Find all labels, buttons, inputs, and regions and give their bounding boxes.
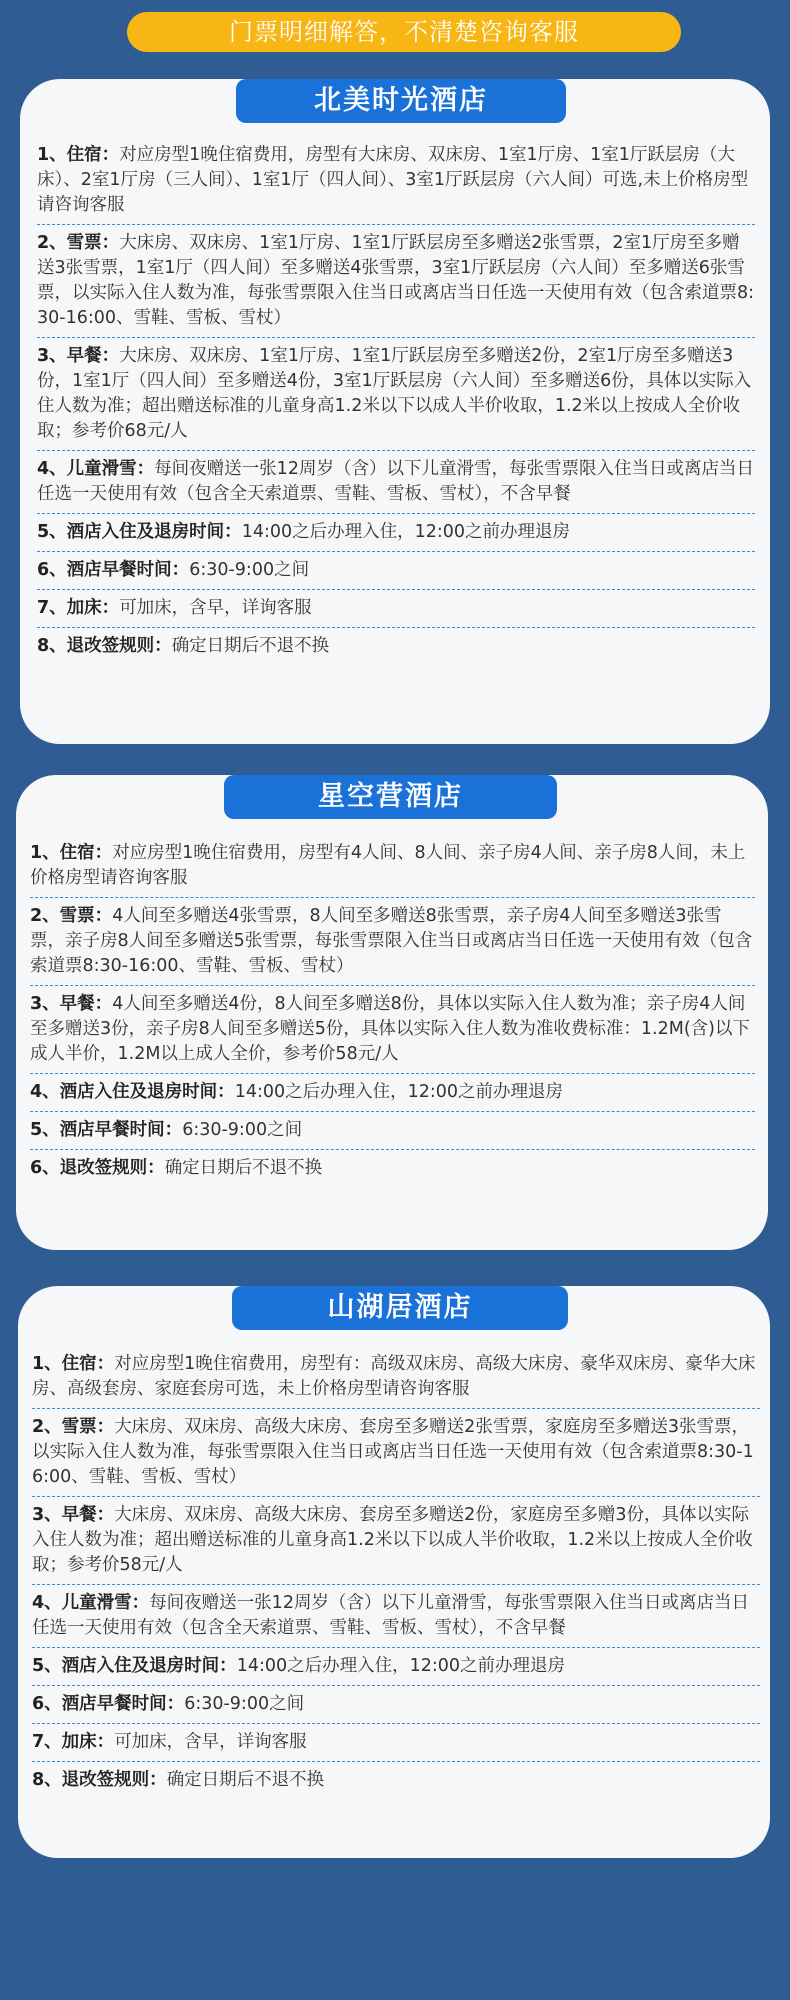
hotel-title: 北美时光酒店 bbox=[236, 79, 566, 123]
info-item: 1、住宿：对应房型1晚住宿费用，房型有4人间、8人间、亲子房4人间、亲子房8人间，未上价格房型请咨询客服 bbox=[30, 835, 755, 898]
info-item: 3、早餐：4人间至多赠送4份，8人间至多赠送8份，具体以实际入住人数为准；亲子房4人间至多赠送3份，亲子房8人间至多赠送5份，具体以实际入住人数为准收费标准：1.2M(含)以下成人半价，1.2M以上成人全价，参考价58元/人 bbox=[30, 986, 755, 1074]
hotel-info-list bbox=[30, 835, 755, 1187]
info-item: 7、加床：可加床，含早，详询客服 bbox=[37, 590, 755, 628]
hotel-info-list bbox=[37, 137, 755, 665]
info-item: 1、住宿：对应房型1晚住宿费用，房型有大床房、双床房、1室1厅房、1室1厅跃层房（大床）、2室1厅房（三人间）、1室1厅（四人间）、3室1厅跃层房（六人间）可选,未上价格房型请咨询客服 bbox=[37, 137, 755, 225]
info-item: 6、酒店早餐时间：6:30-9:00之间 bbox=[32, 1686, 760, 1724]
info-item: 4、酒店入住及退房时间：14:00之后办理入住，12:00之前办理退房 bbox=[30, 1074, 755, 1112]
info-item: 7、加床：可加床，含早，详询客服 bbox=[32, 1724, 760, 1762]
info-item: 6、酒店早餐时间：6:30-9:00之间 bbox=[37, 552, 755, 590]
info-item: 5、酒店早餐时间：6:30-9:00之间 bbox=[30, 1112, 755, 1150]
hotel-card-shanhuju bbox=[18, 1286, 770, 1858]
hotel-card-beimei bbox=[20, 79, 770, 744]
info-item: 5、酒店入住及退房时间：14:00之后办理入住，12:00之前办理退房 bbox=[32, 1648, 760, 1686]
info-item: 8、退改签规则：确定日期后不退不换 bbox=[37, 636, 330, 656]
hotel-title: 山湖居酒店 bbox=[232, 1286, 568, 1330]
info-item: 2、雪票：大床房、双床房、1室1厅房、1室1厅跃层房至多赠送2张雪票，2室1厅房至多赠送3张雪票，1室1厅（四人间）至多赠送4张雪票，3室1厅跃层房（六人间）至多赠送6张雪票，以实际入住人数为准，每张雪票限入住当日或离店当日任选一天使用有效（包含索道票8:30-16:00、雪鞋、雪板、雪杖） bbox=[37, 225, 755, 338]
info-item: 5、酒店入住及退房时间：14:00之后办理入住，12:00之前办理退房 bbox=[37, 514, 755, 552]
info-item: 1、住宿：对应房型1晚住宿费用，房型有：高级双床房、高级大床房、豪华双床房、豪华大床房、高级套房、家庭套房可选，未上价格房型请咨询客服 bbox=[32, 1346, 760, 1409]
info-item: 2、雪票：大床房、双床房、高级大床房、套房至多赠送2张雪票，家庭房至多赠送3张雪票，以实际入住人数为准，每张雪票限入住当日或离店当日任选一天使用有效（包含索道票8:30-16:00、雪鞋、雪板、雪杖） bbox=[32, 1409, 760, 1497]
info-item: 2、雪票：4人间至多赠送4张雪票，8人间至多赠送8张雪票，亲子房4人间至多赠送3张雪票，亲子房8人间至多赠送5张雪票，每张雪票限入住当日或离店当日任选一天使用有效（包含索道票8:30-16:00、雪鞋、雪板、雪杖） bbox=[30, 898, 755, 986]
hotel-title: 星空营酒店 bbox=[224, 775, 557, 819]
info-item: 3、早餐：大床房、双床房、高级大床房、套房至多赠送2份，家庭房至多赠3份，具体以实际入住人数为准；超出赠送标准的儿童身高1.2米以下以成人半价收取，1.2米以上按成人全价收取；参考价58元/人 bbox=[32, 1497, 760, 1585]
info-item: 4、儿童滑雪：每间夜赠送一张12周岁（含）以下儿童滑雪，每张雪票限入住当日或离店当日任选一天使用有效（包含全天索道票、雪鞋、雪板、雪杖），不含早餐 bbox=[37, 451, 755, 514]
info-item: 3、早餐：大床房、双床房、1室1厅房、1室1厅跃层房至多赠送2份，2室1厅房至多赠送3份，1室1厅（四人间）至多赠送4份，3室1厅跃层房（六人间）至多赠送6份，具体以实际入住人数为准；超出赠送标准的儿童身高1.2米以下以成人半价收取，1.2米以上按成人全价收取；参考价68元/人 bbox=[37, 338, 755, 451]
hotel-info-list bbox=[32, 1346, 760, 1799]
info-item: 8、退改签规则：确定日期后不退不换 bbox=[32, 1770, 325, 1790]
hotel-card-xingkongying bbox=[16, 775, 768, 1250]
info-item: 4、儿童滑雪：每间夜赠送一张12周岁（含）以下儿童滑雪，每张雪票限入住当日或离店当日任选一天使用有效（包含全天索道票、雪鞋、雪板、雪杖），不含早餐 bbox=[32, 1585, 760, 1648]
info-item: 6、退改签规则：确定日期后不退不换 bbox=[30, 1158, 323, 1178]
top-banner: 门票明细解答，不清楚咨询客服 bbox=[127, 12, 681, 52]
